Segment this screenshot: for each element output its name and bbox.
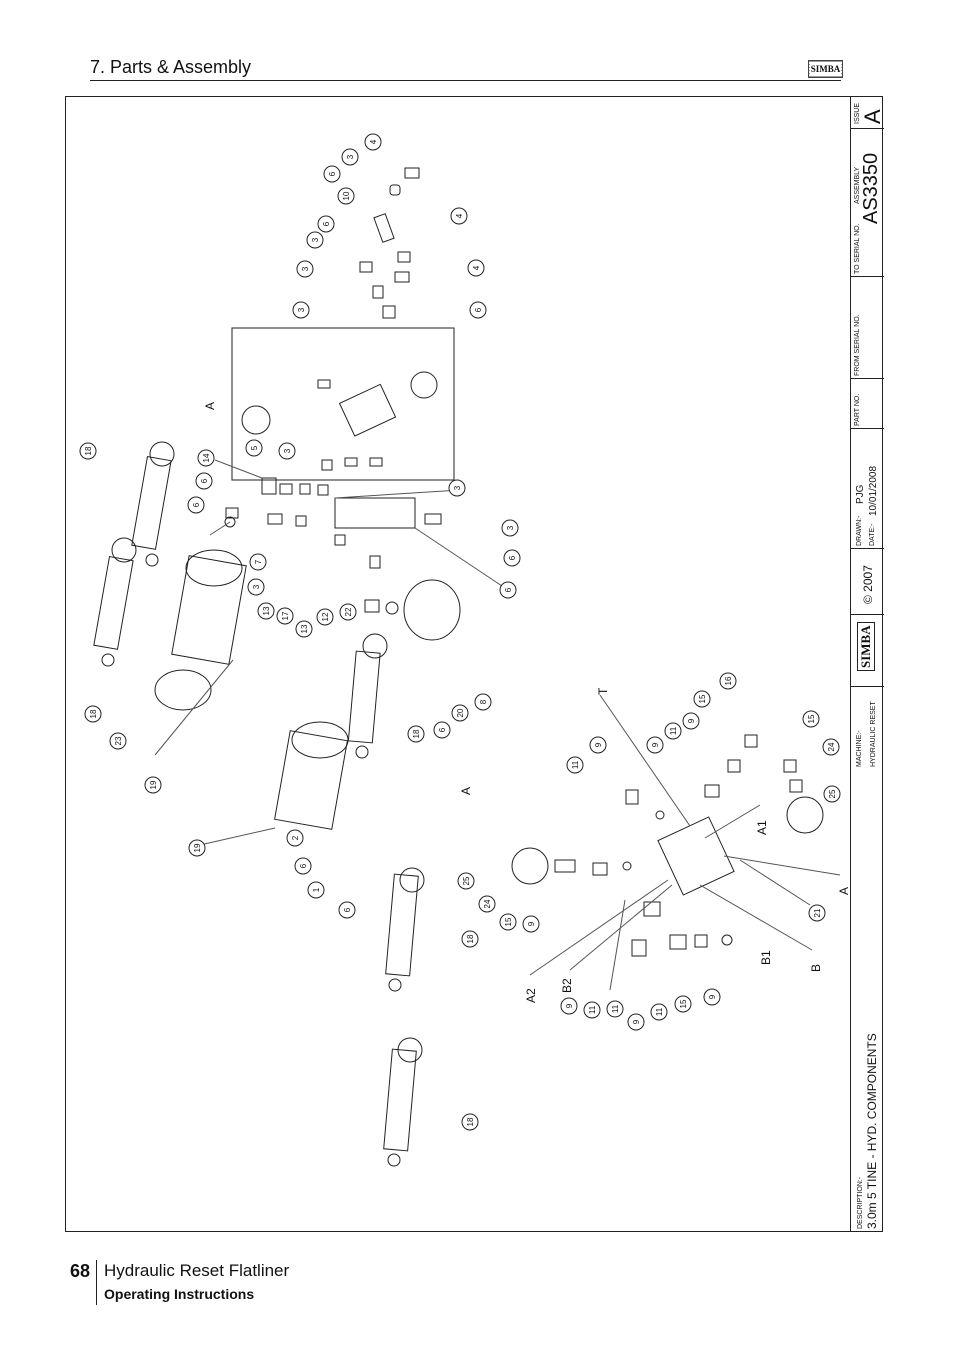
part-balloon xyxy=(110,733,126,749)
part-balloon xyxy=(297,261,313,277)
drawn-label: DRAWN:- xyxy=(856,515,863,546)
part-balloon-number: 7 xyxy=(254,559,263,565)
part-balloon xyxy=(339,902,355,918)
detail-manifold xyxy=(242,372,437,470)
part-balloon xyxy=(479,896,495,912)
label-a-mid: A xyxy=(459,786,473,795)
page-number: 68 xyxy=(70,1261,91,1281)
part-balloon-number: 14 xyxy=(202,453,211,463)
part-balloon-number: 9 xyxy=(708,994,717,1000)
part-balloon-number: 15 xyxy=(807,714,816,724)
part-balloon xyxy=(296,621,312,637)
label-a2: A2 xyxy=(524,988,538,1003)
part-balloon-number: 22 xyxy=(344,607,353,617)
part-balloon-number: 13 xyxy=(262,606,271,616)
label-b1: B1 xyxy=(759,950,773,965)
part-balloon xyxy=(462,1114,478,1130)
to-serial-label: TO SERIAL NO. xyxy=(854,223,861,274)
title-block xyxy=(850,96,883,1232)
part-balloon xyxy=(651,1004,667,1020)
part-balloon-number: 13 xyxy=(300,624,309,634)
part-balloon xyxy=(665,723,681,739)
part-balloon xyxy=(502,520,518,536)
part-balloon-number: 6 xyxy=(504,587,513,593)
part-balloon xyxy=(248,579,264,595)
part-balloon-number: 8 xyxy=(479,699,488,705)
part-balloon-number: 9 xyxy=(632,1019,641,1025)
part-balloon xyxy=(647,737,663,753)
footer-rule xyxy=(96,1260,97,1305)
part-balloon-number: 3 xyxy=(346,154,355,160)
part-balloon-number: 11 xyxy=(588,1005,597,1015)
part-balloon-number: 18 xyxy=(89,709,98,719)
part-balloon xyxy=(452,705,468,721)
part-balloon-number: 6 xyxy=(192,502,201,508)
part-balloon xyxy=(189,840,205,856)
part-balloon xyxy=(365,134,381,150)
part-balloon xyxy=(250,554,266,570)
part-balloon-number: 10 xyxy=(342,191,351,201)
part-balloon-number: 18 xyxy=(466,934,475,944)
part-balloon-number: 6 xyxy=(299,863,308,869)
part-balloon xyxy=(318,216,334,232)
detail-box xyxy=(232,328,454,480)
label-a1: A1 xyxy=(755,820,769,835)
label-a-low: A xyxy=(837,886,851,895)
part-balloon-number: 6 xyxy=(328,171,337,177)
part-balloon-number: 15 xyxy=(504,917,513,927)
part-balloon xyxy=(561,998,577,1014)
part-balloon xyxy=(342,149,358,165)
issue-value: A xyxy=(860,109,885,124)
part-balloon xyxy=(449,480,465,496)
part-balloon-number: 6 xyxy=(343,907,352,913)
part-balloon-number: 15 xyxy=(698,694,707,704)
part-balloon-number: 17 xyxy=(281,611,290,621)
part-balloon xyxy=(308,882,324,898)
part-balloon xyxy=(458,873,474,889)
part-balloon-number: 18 xyxy=(466,1117,475,1127)
simba-logo-text: SIMBA xyxy=(810,64,841,74)
part-balloon-number: 25 xyxy=(828,789,837,799)
from-serial-label: FROM SERIAL NO. xyxy=(854,314,861,376)
part-balloon xyxy=(823,739,839,755)
part-balloon-number: 9 xyxy=(594,742,603,748)
part-balloon-number: 19 xyxy=(193,843,202,853)
part-balloon xyxy=(675,996,691,1012)
upper-fitting-stack xyxy=(360,168,419,318)
part-balloon-number: 6 xyxy=(200,478,209,484)
part-balloon xyxy=(694,691,710,707)
part-balloon-number: 3 xyxy=(301,266,310,272)
copyright: © 2007 xyxy=(861,565,875,604)
part-balloon xyxy=(317,609,333,625)
part-balloon xyxy=(80,443,96,459)
part-balloon-number: 18 xyxy=(412,729,421,739)
issue-label: ISSUE xyxy=(854,102,861,124)
label-a-detail: A xyxy=(203,401,217,410)
part-balloon-number: 24 xyxy=(483,899,492,909)
part-balloon-number: 9 xyxy=(651,742,660,748)
part-balloon xyxy=(704,989,720,1005)
part-balloon xyxy=(584,1002,600,1018)
part-balloon xyxy=(279,443,295,459)
simba-brand: SIMBA xyxy=(857,622,875,671)
part-balloon xyxy=(277,608,293,624)
part-balloon xyxy=(324,166,340,182)
part-balloon xyxy=(590,737,606,753)
part-balloon xyxy=(462,931,478,947)
date-label: DATE:- xyxy=(869,523,876,546)
part-balloon-number: 4 xyxy=(455,213,464,219)
part-balloon xyxy=(258,603,274,619)
label-b2: B2 xyxy=(560,978,574,993)
date-value: 10/01/2008 xyxy=(868,465,879,516)
part-balloon xyxy=(198,450,214,466)
part-balloon xyxy=(470,302,486,318)
part-balloon-number: 18 xyxy=(84,446,93,456)
part-no-label: PART NO. xyxy=(854,393,861,426)
part-balloon-number: 3 xyxy=(506,525,515,531)
part-balloon xyxy=(246,440,262,456)
label-b: B xyxy=(809,963,823,972)
part-balloon-number: 25 xyxy=(462,876,471,886)
part-balloon xyxy=(408,726,424,742)
part-balloon-number: 6 xyxy=(322,221,331,227)
part-balloon xyxy=(607,1001,623,1017)
part-balloon-number: 3 xyxy=(283,448,292,454)
part-balloon-number: 4 xyxy=(472,265,481,271)
part-balloon xyxy=(803,711,819,727)
part-balloon xyxy=(628,1014,644,1030)
part-balloons xyxy=(80,134,840,1130)
part-balloon xyxy=(451,208,467,224)
part-balloon-number: 11 xyxy=(669,726,678,736)
part-balloon-number: 12 xyxy=(321,612,330,622)
accumulator xyxy=(404,580,460,640)
part-balloon-number: 5 xyxy=(250,445,259,451)
drawn-value: PJG xyxy=(855,484,866,504)
label-t: T xyxy=(596,687,610,695)
assembly-number: AS3350 xyxy=(860,152,882,224)
part-balloon-number: 2 xyxy=(291,835,300,841)
part-balloon-number: 9 xyxy=(527,921,536,927)
leader-lines xyxy=(155,460,840,990)
part-balloon xyxy=(434,722,450,738)
part-balloon xyxy=(468,260,484,276)
part-balloon-number: 4 xyxy=(369,139,378,145)
cylinders xyxy=(94,442,424,1166)
part-balloon xyxy=(188,497,204,513)
footer-title: Hydraulic Reset Flatliner xyxy=(104,1261,290,1280)
part-balloon-number: 3 xyxy=(297,307,306,313)
part-balloon xyxy=(287,830,303,846)
part-balloon-number: 20 xyxy=(456,708,465,718)
part-balloon-number: 6 xyxy=(508,555,517,561)
part-balloon-number: 11 xyxy=(571,760,580,770)
part-balloon xyxy=(145,777,161,793)
part-balloon-number: 11 xyxy=(611,1004,620,1014)
machine-label: MACHINE:- xyxy=(856,730,863,767)
part-balloon-number: 9 xyxy=(687,718,696,724)
part-balloon-number: 6 xyxy=(474,307,483,313)
description-label: DESCRIPTION:- xyxy=(857,1176,864,1229)
part-balloon-number: 3 xyxy=(311,237,320,243)
part-balloon xyxy=(340,604,356,620)
part-balloon xyxy=(504,550,520,566)
part-balloon xyxy=(720,673,736,689)
machine-value: HYDRAULIC RESET xyxy=(870,701,877,767)
part-balloon-number: 6 xyxy=(438,727,447,733)
assembly-label: ASSEMBLY xyxy=(854,166,861,204)
part-balloon-number: 16 xyxy=(724,676,733,686)
part-balloon xyxy=(307,232,323,248)
part-balloon xyxy=(523,916,539,932)
part-balloon-number: 24 xyxy=(827,742,836,752)
part-balloon-number: 3 xyxy=(252,584,261,590)
part-balloon xyxy=(824,786,840,802)
description-value: 3.0m 5 TINE - HYD. COMPONENTS xyxy=(865,1033,879,1229)
part-balloon-number: 15 xyxy=(679,999,688,1009)
part-balloon xyxy=(475,694,491,710)
part-balloon xyxy=(683,713,699,729)
part-balloon-number: 19 xyxy=(149,780,158,790)
part-balloon xyxy=(567,757,583,773)
part-balloon-number: 21 xyxy=(813,908,822,918)
part-balloon xyxy=(196,473,212,489)
part-balloon xyxy=(809,905,825,921)
part-balloon xyxy=(338,188,354,204)
part-balloon-number: 23 xyxy=(114,736,123,746)
part-balloon-number: 9 xyxy=(565,1003,574,1009)
section-title: 7. Parts & Assembly xyxy=(90,57,252,77)
part-balloon xyxy=(293,302,309,318)
footer-subtitle: Operating Instructions xyxy=(104,1286,255,1302)
part-balloon xyxy=(500,914,516,930)
part-balloon-number: 11 xyxy=(655,1007,664,1017)
part-balloon-number: 3 xyxy=(453,485,462,491)
part-balloon xyxy=(500,582,516,598)
part-balloon xyxy=(295,858,311,874)
part-balloon xyxy=(85,706,101,722)
part-balloon-number: 1 xyxy=(312,887,321,893)
lower-manifold xyxy=(512,735,823,956)
